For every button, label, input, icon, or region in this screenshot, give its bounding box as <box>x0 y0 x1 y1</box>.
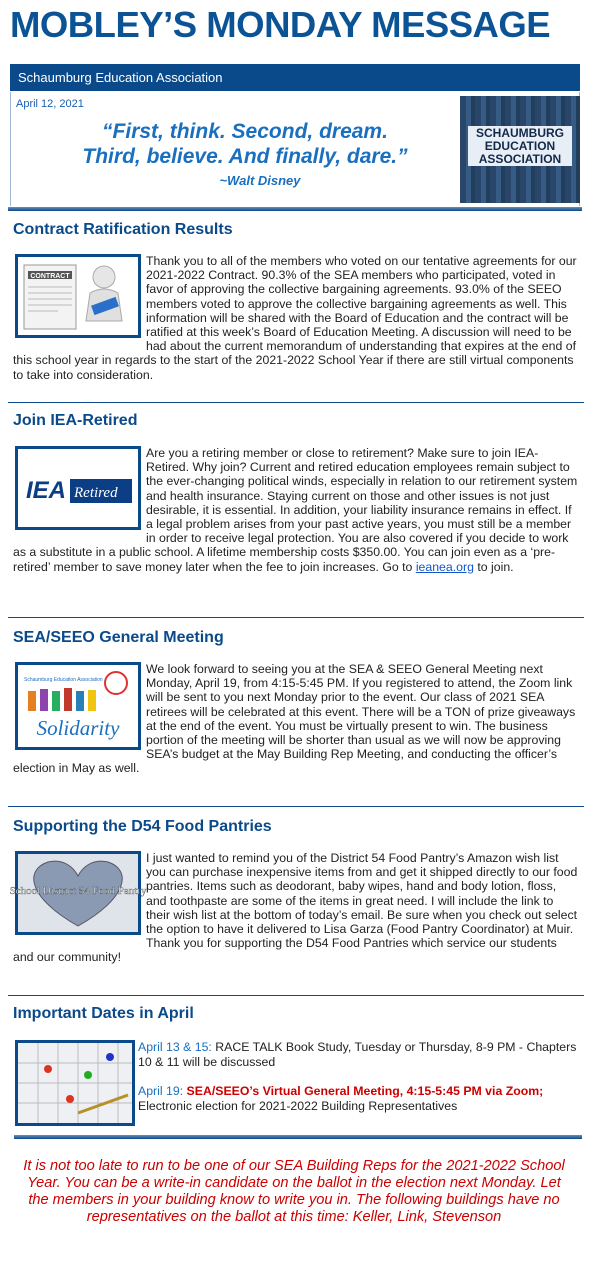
food-pantry-image <box>9 851 147 935</box>
quote-author: ~Walt Disney <box>219 173 301 188</box>
calendar-image <box>15 1040 135 1126</box>
section-heading-meeting: SEA/SEEO General Meeting <box>13 629 224 646</box>
contract-label: CONTRACT <box>30 273 70 280</box>
food-pantry-heart-icon <box>9 854 147 932</box>
closing-message: It is not too late to run to be one of our SEA Building Reps for the 2021-2022 School Year. You can be a write-in candidate on the ballot in the election next Monday. Let the members in your building know to write you in. The following buildings have no representatives on the ballot at this time: Keller, Link, Stevenson <box>23 1158 565 1225</box>
iea-logo-text: IEA <box>26 477 67 504</box>
footer-divider <box>14 1135 582 1139</box>
section-heading-pantry: Supporting the D54 Food Pantries <box>13 818 272 835</box>
date-item-2-date: April 19: <box>138 1084 184 1098</box>
section-heading-contract: Contract Ratification Results <box>13 221 233 238</box>
date-item-1 <box>138 1040 583 1069</box>
section-iea-body <box>13 446 580 574</box>
date-item-1-text: RACE TALK Book Study, Tuesday or Thursday, 8-9 PM - Chapters 10 & 11 will be discussed <box>138 1040 577 1069</box>
section-heading-iea: Join IEA-Retired <box>13 412 138 429</box>
section-contract-body <box>13 254 580 382</box>
solidarity-image <box>15 662 141 750</box>
ieanea-link[interactable]: ieanea.org <box>415 559 474 574</box>
solidarity-subtitle: Schaumburg Education Association <box>24 677 103 683</box>
section-meeting-body <box>13 662 580 776</box>
section-rule <box>8 806 584 807</box>
date-item-2-highlight: SEA/SEEO’s Virtual General Meeting, 4:15-5:45 PM via Zoom; <box>183 1084 544 1098</box>
section-rule <box>8 402 584 403</box>
solidarity-text: Solidarity <box>36 716 120 740</box>
iea-retired-logo <box>15 446 141 530</box>
section-pantry-body <box>9 851 580 965</box>
solidarity-hands-icon <box>18 665 138 747</box>
pantry-text: I just wanted to remind you of the District 54 Food Pantry’s Amazon wish list you can purchase inexpensive items from and get it shipped directly to our food pantries. Items such as deodorant, baby wipes, hand and body lotion, floss, and toothpaste are some of the items in great need. I will include the link to their wish list at the bottom of today’s email. Be sure when you check out select the option to have it delivered to Lisa Garza (Food Pantry Coordinator) at Muir. Thank you for supporting the D54 Food Pantries which service our students and our community! <box>13 851 578 965</box>
iea-text: Are you a retiring member or close to retirement? Make sure to join IEA-Retired. Why join? Current and retired education employees remain subject to the ever-changing political winds, especially in relation to our retirement system and health insurance. Staying current on those and other issues is not just desirable, it is essential. In addition, your liability insurance remains in effect. If a legal problem arises from your past active years, you must still be a member in order to receive legal protection. You are also covered if you decide to work as a substitute in a public school. A lifetime membership costs $350.00. You can join even as a ‘pre-retired’ member to save money later when the fee to join increases. Go to <box>13 446 578 574</box>
logo-word-3: ASSOCIATION <box>478 152 562 166</box>
calendar-pins-icon <box>18 1043 132 1123</box>
header-divider <box>8 207 582 211</box>
section-rule <box>8 995 584 996</box>
iea-logo-icon <box>18 449 138 527</box>
food-pantry-label: School District 54 Food Pantry <box>9 885 147 897</box>
contract-image <box>15 254 141 338</box>
date-item-2-text: Electronic election for 2021-2022 Building Representatives <box>138 1098 458 1113</box>
quote-line-1: “First, think. Second, dream. <box>102 120 388 143</box>
date-item-1-date: April 13 & 15: <box>138 1040 212 1054</box>
section-rule <box>8 617 584 618</box>
logo-word-2: EDUCATION <box>484 139 556 153</box>
sea-logo <box>460 96 580 203</box>
logo-text <box>470 127 570 166</box>
meeting-text: We look forward to seeing you at the SEA & SEEO General Meeting next Monday, April 19, from 4:15-5:45 PM. If you registered to attend, the Zoom link will be sent to you next Monday prior to the event. Our class of 2021 SEA retirees will be celebrated at this event. There will be a TON of prize giveaways at the end of the event. You must be virtually present to win. The business portion of the meeting will be shorter than usual as we will now be approving SEA’s budget at the May Building Rep Meeting, and conducting the officer’s election in May as well. <box>13 662 576 776</box>
contract-text: Thank you to all of the members who voted on our tentative agreements for our 2021-2022 Contract. 90.3% of the SEA members who participated, voted in favor of approving the collective bargaining agreements. 93.0% of the SEEO members voted to approve the collective bargaining agreements as well. This information will be shared with the Board of Education and the contract will be ratified at this week’s Board of Education Meeting. A discussion will need to be had about the current memorandum of understanding that expires at the end of this school year in regards to the start of the 2021-2022 School Year if there are still virtual components to take into consideration. <box>13 254 577 382</box>
quote <box>60 119 430 169</box>
quote-line-2: Third, believe. And finally, dare.” <box>82 145 408 168</box>
date-item-2 <box>138 1084 583 1113</box>
logo-word-1: SCHAUMBURG <box>476 126 564 140</box>
retired-logo-text: Retired <box>74 485 118 501</box>
contract-illustration-icon <box>18 257 138 335</box>
issue-date: April 12, 2021 <box>16 98 84 110</box>
newsletter-title: MOBLEY’S MONDAY MESSAGE <box>10 4 551 45</box>
section-heading-dates: Important Dates in April <box>13 1005 194 1022</box>
org-banner: Schaumburg Education Association <box>10 64 580 91</box>
iea-text-end: to join. <box>473 559 514 574</box>
